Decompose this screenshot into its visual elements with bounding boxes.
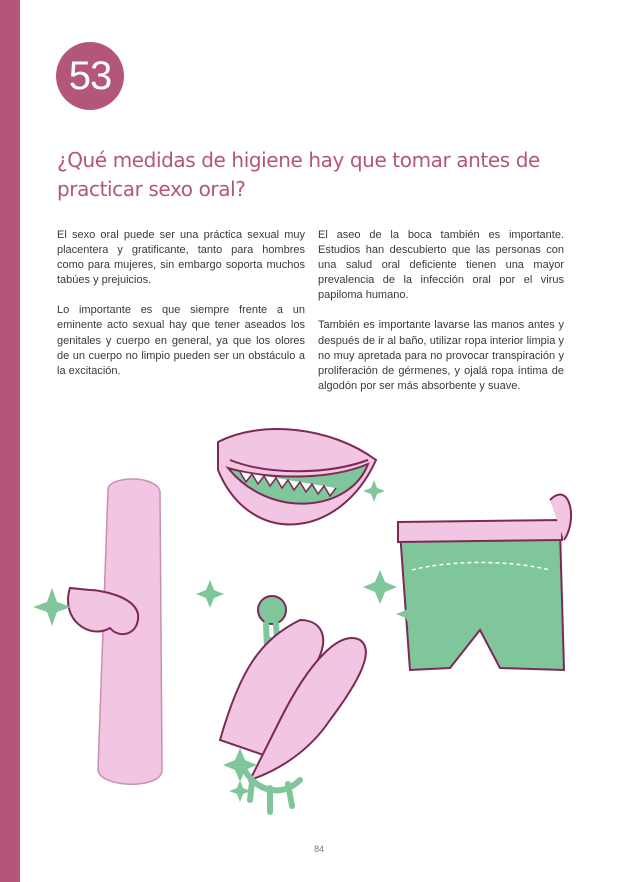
text-column-right [318, 228, 564, 409]
page-number: 84 [313, 844, 324, 854]
paragraph: También es importante lavarse las manos antes y después de ir al baño, utilizar ropa interior limpia y no muy apretada para no provocar transpiración y proliferación de gérmenes, y ojalá ropa íntima de algodón por ser más absorbente y suave. [318, 319, 564, 392]
hygiene-illustration [30, 420, 590, 850]
text-column-left [57, 228, 305, 394]
page-title: ¿Qué medidas de higiene hay que tomar antes de practicar sexo oral? [57, 148, 540, 201]
paragraph: El sexo oral puede ser una práctica sexual muy placentera y gratificante, tanto para hombres como para mujeres, sin embargo soporta muchos tabúes y prejuicios. [57, 229, 305, 287]
underwear-icon [398, 495, 571, 670]
mouth-icon [218, 429, 376, 524]
paragraph: Lo importante es que siempre frente a un eminente acto sexual hay que tener aseados los genitales y cuerpo en general, ya que los olores de un cuerpo no limpio pueden ser un obstáculo a la excitación. [57, 304, 305, 377]
chapter-number: 53 [68, 54, 112, 98]
penis-icon [68, 479, 162, 784]
hands-washing-icon [220, 620, 366, 812]
sparkle-icon [33, 480, 424, 802]
chapter-number-badge [56, 42, 124, 110]
side-accent-bar [0, 0, 20, 882]
paragraph: El aseo de la boca también es importante. Estudios han descubierto que las personas con una salud oral deficiente tienen una mayor prevalencia de la infección oral por el virus papiloma humano. [318, 229, 564, 302]
